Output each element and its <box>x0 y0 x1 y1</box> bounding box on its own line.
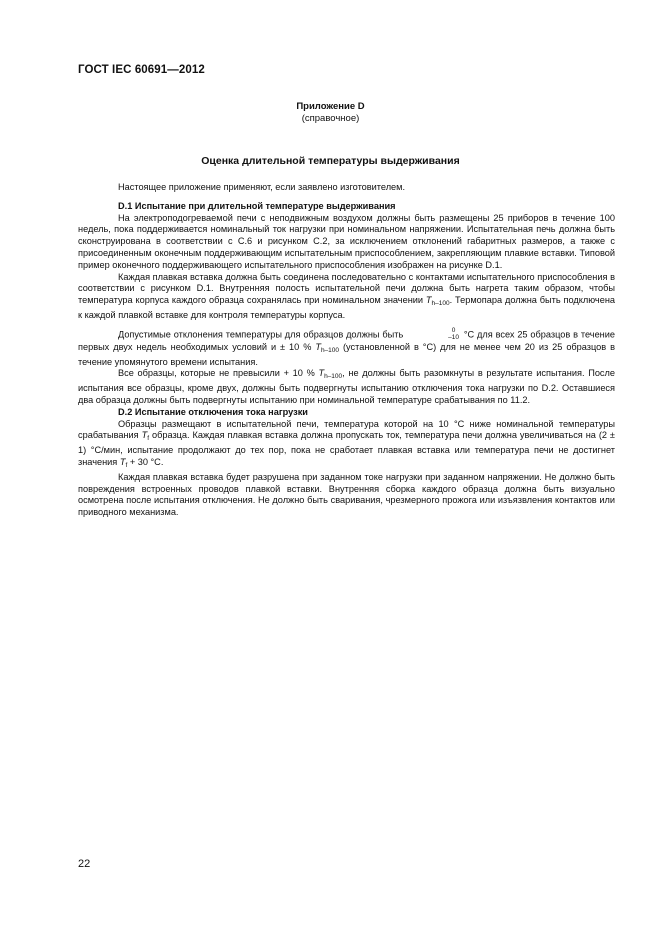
text-run: . Термопара должна быть подключена к каждой плавкой вставке для контроля температуры корпуса. <box>78 295 616 320</box>
text-run: (установленной в °С) для не менее чем 20 из 25 образцов в течение упомянутого времени испытания. <box>78 341 615 367</box>
section-d1-paragraph-2 <box>78 272 615 322</box>
section-d2-paragraph-2: Каждая плавкая вставка будет разрушена при заданном токе нагрузки при заданном напряжении. Не должно быть повреждения встроенных проводов плавкой вставки. Внутренняя сборка каждого образца должна быть визуально осмотрена после испытания отключения. Не должно быть сваривания, чрезмерного прожога или изъязвления контактов или приводного механизма. <box>78 471 615 518</box>
symbol-subscript: h–100 <box>431 300 450 308</box>
symbol-subscript: f <box>125 461 128 469</box>
section-d1-paragraph-1: На электроподогреваемой печи с неподвижным воздухом должны быть размещены 25 приборов в течение 100 недель, пока поддерживается номинальный ток нагрузки при номинальном напряжении. Испытательная печь должна быть сконструирована в соответствии с С.6 и рисунком С.2, за исключением отклонений габаритных размеров, а также с присоединенным оконечным поддерживающим испытательным приспособлением, закрепляющим плавкие вставки. Типовой пример оконечного поддерживающего испытательного приспособления изображен на рисунке D.1. <box>78 212 615 270</box>
symbol-t: T <box>425 295 432 306</box>
text-run: Допустимые отклонения температуры для образцов должны быть <box>118 329 407 340</box>
section-d1-heading: D.1 Испытание при длительной температуре выдерживания <box>118 200 396 211</box>
text-run: Все образцы, которые не превысили + 10 % <box>118 368 319 379</box>
appendix-note: (справочное) <box>301 112 360 124</box>
section-d2-paragraph-1 <box>78 419 615 472</box>
intro-paragraph: Настоящее приложение применяют, если заявлено изготовителем. <box>118 182 406 192</box>
section-d2-heading: D.2 Испытание отключения тока нагрузки <box>118 406 308 417</box>
symbol-t: T <box>119 456 126 467</box>
tolerance-lower: –10 <box>448 333 459 341</box>
appendix-title: Оценка длительной температуры выдерживания <box>201 155 460 167</box>
symbol-t: T <box>315 341 321 352</box>
text-run: + 30 °С. <box>127 456 164 467</box>
page-number: 22 <box>78 858 91 870</box>
tolerance-fraction <box>408 327 459 341</box>
appendix-heading <box>0 101 661 124</box>
section-d1-paragraph-4 <box>78 368 615 406</box>
text-run: °С для всех 25 образцов в течение первых двух недель необходимых условий и ± 10 % <box>78 329 615 352</box>
symbol-subscript: f <box>147 435 150 443</box>
text-run: образца. Каждая плавкая вставка должна пропускать ток, температура печи должна увеличиваться на (2 ± 1) °С/мин, испытание продолжают до тех пор, пока не сработает плавкая вставка или температура печи не достигнет значения <box>78 430 615 467</box>
symbol-t: T <box>141 430 148 441</box>
symbol-t: T <box>318 368 325 379</box>
symbol-subscript: h–100 <box>320 346 340 354</box>
section-d1-paragraph-3 <box>78 328 615 369</box>
text-run: Образцы размещают в испытательной печи, температура которой на 10 °С ниже номинальной температуры срабатывания <box>78 418 615 441</box>
standard-code-header: ГОСТ IEC 60691—2012 <box>78 64 205 76</box>
text-run: Каждая плавкая вставка должна быть соединена последовательно с контактами испытательного приспособления в соответствии с рисунком D.1. Внутренняя полость испытательной печи должна быть нагрета таким образом, чтобы температура корпуса каждого образца сохранялась при номинальном значении <box>78 271 615 306</box>
symbol-subscript: h–100 <box>324 373 343 381</box>
body-text <box>78 182 615 519</box>
text-run: , не должны быть разомкнуты в результате испытания. После испытания все образцы, кроме двух, должны быть подвергнуты испытанию отключения тока нагрузки по D.2. Оставшиеся два образца должны быть подвергнуты испытанию при номинальной температуре срабатывания по 11.2. <box>78 368 615 405</box>
appendix-label: Приложение D <box>296 101 365 112</box>
tolerance-upper: 0 <box>451 326 456 334</box>
